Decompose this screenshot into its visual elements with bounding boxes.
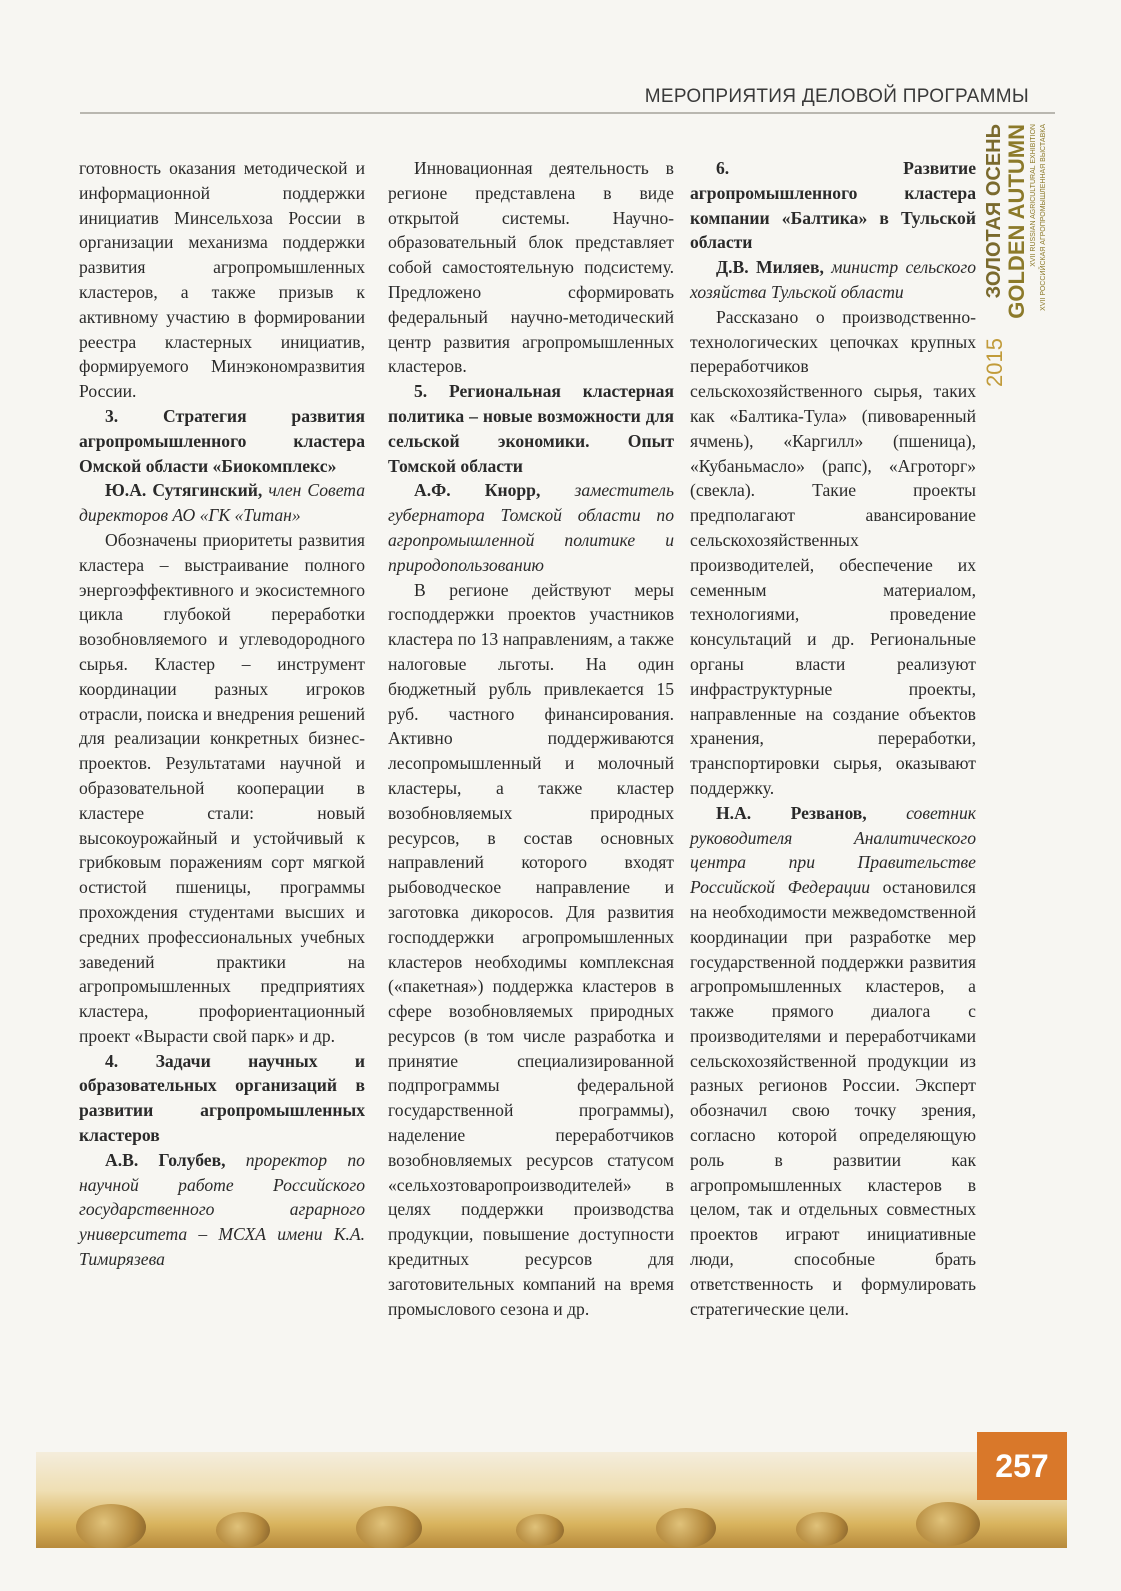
paragraph: Инновационная деятельность в регионе представлена в виде открытой системы. Научно-образовательный блок представляет собой самостоятельную подсистему. Предложено сформировать федеральный научно-методический центр развития агропромышленных кластеров.: [388, 158, 674, 377]
speaker-line: [690, 255, 976, 305]
section-title: Задачи научных и образовательных организаций в развитии агропромышленных кластеров: [79, 1050, 366, 1146]
speaker-name: Д.В. Миляев,: [716, 257, 824, 278]
speaker-line: [690, 801, 976, 1322]
hay-bale: [216, 1512, 270, 1548]
logo-ru-text: ЗОЛОТАЯ ОСЕНЬ: [983, 124, 1005, 299]
header-divider: [80, 112, 1055, 114]
section-number: 5.: [414, 381, 428, 402]
logo-year: 2015: [982, 338, 1007, 387]
section-number: 6.: [716, 158, 730, 178]
footer-field-image: [36, 1452, 1067, 1548]
speaker-name: Ю.А. Сутягинский,: [105, 480, 263, 501]
section-header-title: МЕРОПРИЯТИЯ ДЕЛОВОЙ ПРОГРАММЫ: [644, 86, 1029, 107]
section-heading-3: [79, 404, 365, 478]
speaker-role: член Совета директоров АО «ГК «Титан»: [79, 480, 365, 526]
golden-autumn-logo: [980, 120, 1056, 430]
page-number: 257: [977, 1432, 1067, 1500]
speaker-name: А.Ф. Кнорр,: [414, 480, 541, 501]
section-number: 4.: [105, 1050, 119, 1071]
paragraph: готовность оказания методической и информационной поддержки инициатив Минсельхоза России в организации механизма поддержки развития агропромышленных кластеров, а также призыв к активному участию в формировании реестра кластерных инициатив, формируемого Минэкономразвития России.: [79, 158, 365, 402]
speaker-role: советник руководителя Аналитического центра при Правительстве Российской Федерации: [690, 802, 976, 898]
section-title: Региональная кластерная политика – новые возможности для сельской экономики. Опыт Томской области: [388, 381, 674, 476]
hay-bale: [516, 1514, 564, 1546]
section-title: Развитие агропромышленного кластера компании «Балтика» в Тульской области: [690, 158, 976, 253]
section-heading-4: [79, 1049, 365, 1148]
hay-bale: [656, 1508, 716, 1548]
logo-en-text: GOLDEN AUTUMN: [1004, 124, 1029, 319]
hay-bale: [916, 1502, 980, 1546]
hay-bale: [76, 1504, 146, 1548]
speaker-text: остановился на необходимости межведомственной координации при разработке мер государственной поддержки развития агропромышленных кластеров, а также прямого диалога с производителями и переработчиками сельскохозяйственной продукции из разных регионов России. Эксперт обозначил свою точку зрения, согласно которой определяющую роль в развитии как агропромышленных кластеров в целом, так и отдельных совместных проектов играют инициативные люди, способные брать ответственность и формулировать стратегические цели.: [690, 877, 976, 1319]
section-heading-5: [388, 379, 674, 478]
hay-bale: [356, 1506, 422, 1548]
speaker-role: проректор по научной работе Российского государственного аграрного университета – МСХА имени К.А. Тимирязева: [79, 1149, 365, 1270]
logo-subtitle-ru: XVII РОССИЙСКАЯ АГРОПРОМЫШЛЕННАЯ ВЫСТАВКА: [1040, 124, 1047, 311]
paragraph: Рассказано о производственно-технологических цепочках крупных переработчиков сельскохозяйственного сырья, таких как «Балтика-Тула» (пивоваренный ячмень), «Каргилл» (пшеница), «Кубаньмасло» (рапс), «Агроторг» (свекла). Такие проекты предполагают авансирование сельскохозяйственных производителей, обеспечение их семенным материалом, технологиями, проведение консультаций и др. Региональные органы власти реализуют инфраструктурные проекты, направленные на создание объектов хранения, переработки, транспортировки сырья, оказывают поддержку.: [690, 306, 976, 798]
speaker-name: Н.А. Резванов,: [716, 802, 867, 823]
text-column-1: [79, 156, 365, 1272]
speaker-role: министр сельского хозяйства Тульской области: [690, 257, 976, 302]
logo-subtitle-en: XVII RUSSIAN AGRICULTURAL EXHIBITION: [1030, 124, 1037, 267]
speaker-name: А.В. Голубев,: [105, 1149, 226, 1170]
text-column-2: [388, 156, 674, 1321]
section-heading-6: [690, 156, 976, 255]
speaker-line: [79, 1148, 365, 1272]
paragraph: В регионе действуют меры господдержки проектов участников кластера по 13 направлениям, а также налоговые льготы. На один бюджетный рубль привлекается 15 руб. частного финансирования. Активно поддерживаются лесопромышленный и молочный кластеры, а также кластер возобновляемых природных ресурсов, в состав основных направлений которого входят рыбоводческое направление и заготовка дикоросов. Для развития господдержки агропромышленных кластеров необходимы комплексная («пакетная») поддержка кластеров в сфере возобновляемых природных ресурсов (в том числе разработка и принятие специализированной подпрограммы федеральной государственной программы), наделение переработчиков возобновляемых ресурсов статусом «сельхозтоваропроизводителей» в целях поддержки производства продукции, повышение доступности кредитных ресурсов для заготовительных компаний на время промыслового сезона и др.: [388, 579, 674, 1319]
hay-bale: [796, 1512, 848, 1546]
section-title: Стратегия развития агропромышленного кластера Омской области «Биокомплекс»: [79, 405, 365, 476]
speaker-line: [388, 478, 674, 577]
speaker-role: заместитель губернатора Томской области по агропромышленной политике и природопользованию: [388, 480, 674, 575]
paragraph: Обозначены приоритеты развития кластера – выстраивание полного энергоэффективного и экосистемного цикла глубокой переработки возобновляемого и углеводородного сырья. Кластер – инструмент координации разных игроков отрасли, поиска и внедрения решений для реализации конкретных бизнес-проектов. Результатами научной и образовательной кооперации в кластере стали: новый высокоурожайный и устойчивый к грибковым поражениям сорт мягкой остистой пшеницы, программы прохождения студентами высших и средних профессиональных учебных заведений практики на агропромышленных предприятиях кластера, профориентационный проект «Вырасти свой парк» и др.: [79, 529, 366, 1046]
section-number: 3.: [105, 405, 119, 426]
speaker-line: [79, 478, 365, 528]
text-column-3: [690, 156, 976, 1321]
